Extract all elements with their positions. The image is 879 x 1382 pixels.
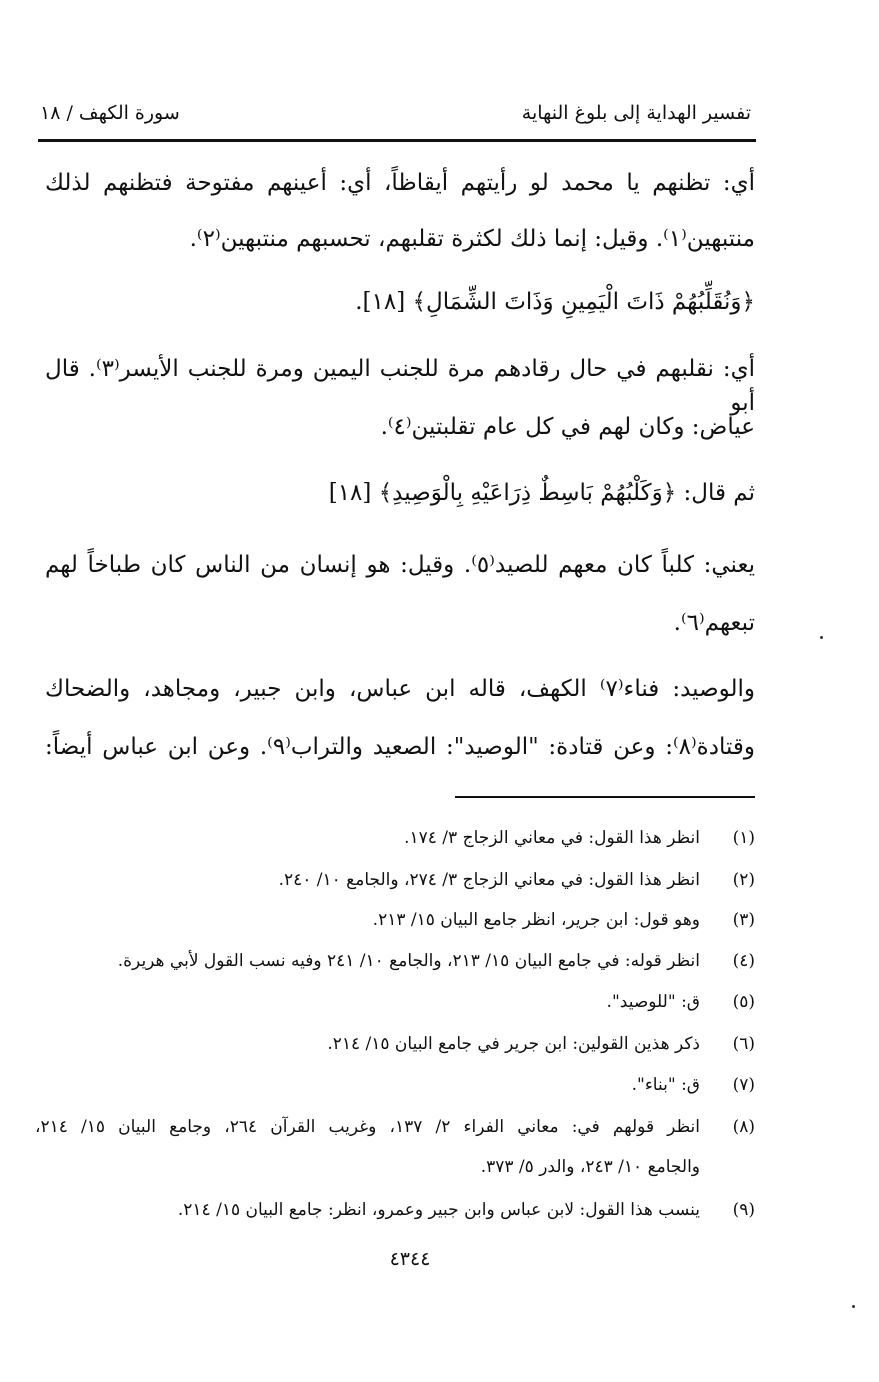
scan-speck: [852, 1305, 855, 1308]
footnote-1: [35, 824, 755, 852]
scan-speck: [820, 636, 823, 639]
body-line-7: والوصيد: فناء⁽٧⁾ الكهف، قاله ابن عباس، وابن جبير، ومجاهد، والضحاك: [45, 676, 756, 702]
footnote-text: انظر قولهم في: معاني الفراء ٢/ ١٣٧، وغريب القرآن ٢٦٤، وجامع البيان ١٥/ ٢١٤،: [35, 1117, 700, 1137]
footnote-text: وهو قول: ابن جرير، انظر جامع البيان ١٥/ ٢١٣.: [372, 910, 700, 930]
footnote-number: (٨): [732, 1117, 755, 1137]
footnote-number: (٩): [732, 1200, 755, 1220]
footnote-text-continued: والجامع ١٠/ ٢٤٣، والدر ٥/ ٣٧٣.: [480, 1157, 700, 1177]
footnote-number: (١): [732, 828, 755, 848]
footnote-6: [35, 1030, 755, 1058]
footnote-number: (٤): [732, 951, 755, 971]
body-line-4: عياض: وكان لهم في كل عام تقلبتين⁽٤⁾.: [380, 414, 755, 440]
footnote-text: ينسب هذا القول: لابن عباس وابن جبير وعمرو، انظر: جامع البيان ١٥/ ٢١٤.: [177, 1200, 700, 1220]
footnote-number: (٦): [732, 1034, 755, 1054]
quran-verse-1: ﴿وَنُقَلِّبُهُمْ ذَاتَ الْيَمِينِ وَذَاتَ الشِّمَالِ﴾ [١٨].: [355, 289, 755, 315]
footnote-number: (٥): [732, 992, 755, 1012]
body-line-6: تبعهم⁽٦⁾.: [673, 610, 755, 636]
footnote-text: ق: "بناء".: [631, 1075, 700, 1095]
footnote-9: [35, 1196, 755, 1224]
footnote-3: [35, 906, 755, 934]
footnote-text: انظر هذا القول: في معاني الزجاج ٣/ ٢٧٤، والجامع ١٠/ ٢٤٠.: [278, 870, 700, 890]
footnote-text: ق: "للوصيد".: [606, 992, 700, 1012]
quran-verse-2: ثم قال: ﴿وَكَلْبُهُمْ بَاسِطٌ ذِرَاعَيْهِ بِالْوَصِيدِ﴾ [١٨]: [328, 480, 755, 506]
footnote-text: ذكر هذين القولين: ابن جرير في جامع البيان ١٥/ ٢١٤.: [327, 1034, 700, 1054]
footnote-8-continuation: [35, 1153, 755, 1181]
header-rule: [38, 139, 756, 142]
body-line-5: يعني: كلباً كان معهم للصيد⁽٥⁾. وقيل: هو إنسان من الناس كان طباخاً لهم: [45, 552, 755, 578]
body-line-8: وقتادة⁽٨⁾: وعن قتادة: "الوصيد": الصعيد والتراب⁽٩⁾. وعن ابن عباس أيضاً:: [45, 734, 755, 760]
footnote-number: (٣): [732, 910, 755, 930]
footnote-5: [35, 988, 755, 1016]
footnote-8: [35, 1113, 755, 1141]
body-line-3: أي: نقلبهم في حال رقادهم مرة للجنب اليمين ومرة للجنب الأيسر⁽٣⁾. قال أبو: [45, 356, 755, 416]
footnote-text: انظر قوله: في جامع البيان ١٥/ ٢١٣، والجامع ١٠/ ٢٤١ وفيه نسب القول لأبي هريرة.: [117, 951, 700, 971]
page-number: ٤٣٤٤: [389, 1248, 431, 1270]
footnote-7: [35, 1071, 755, 1099]
footnote-2: [35, 866, 755, 894]
body-line-1: أي: تظنهم يا محمد لو رأيتهم أيقاظاً، أي: أعينهم مفتوحة فتظنهم لذلك: [45, 170, 755, 196]
body-line-2: منتبهين⁽١⁾. وقيل: إنما ذلك لكثرة تقلبهم، تحسبهم منتبهين⁽٢⁾.: [189, 226, 755, 252]
running-header-surah: سورة الكهف / ١٨: [40, 102, 180, 124]
footnote-4: [35, 947, 755, 975]
footnote-separator: [455, 796, 755, 798]
footnote-number: (٧): [732, 1075, 755, 1095]
footnote-text: انظر هذا القول: في معاني الزجاج ٣/ ١٧٤.: [404, 828, 700, 848]
running-header-book-title: تفسير الهداية إلى بلوغ النهاية: [521, 102, 751, 124]
footnote-number: (٢): [732, 870, 755, 890]
